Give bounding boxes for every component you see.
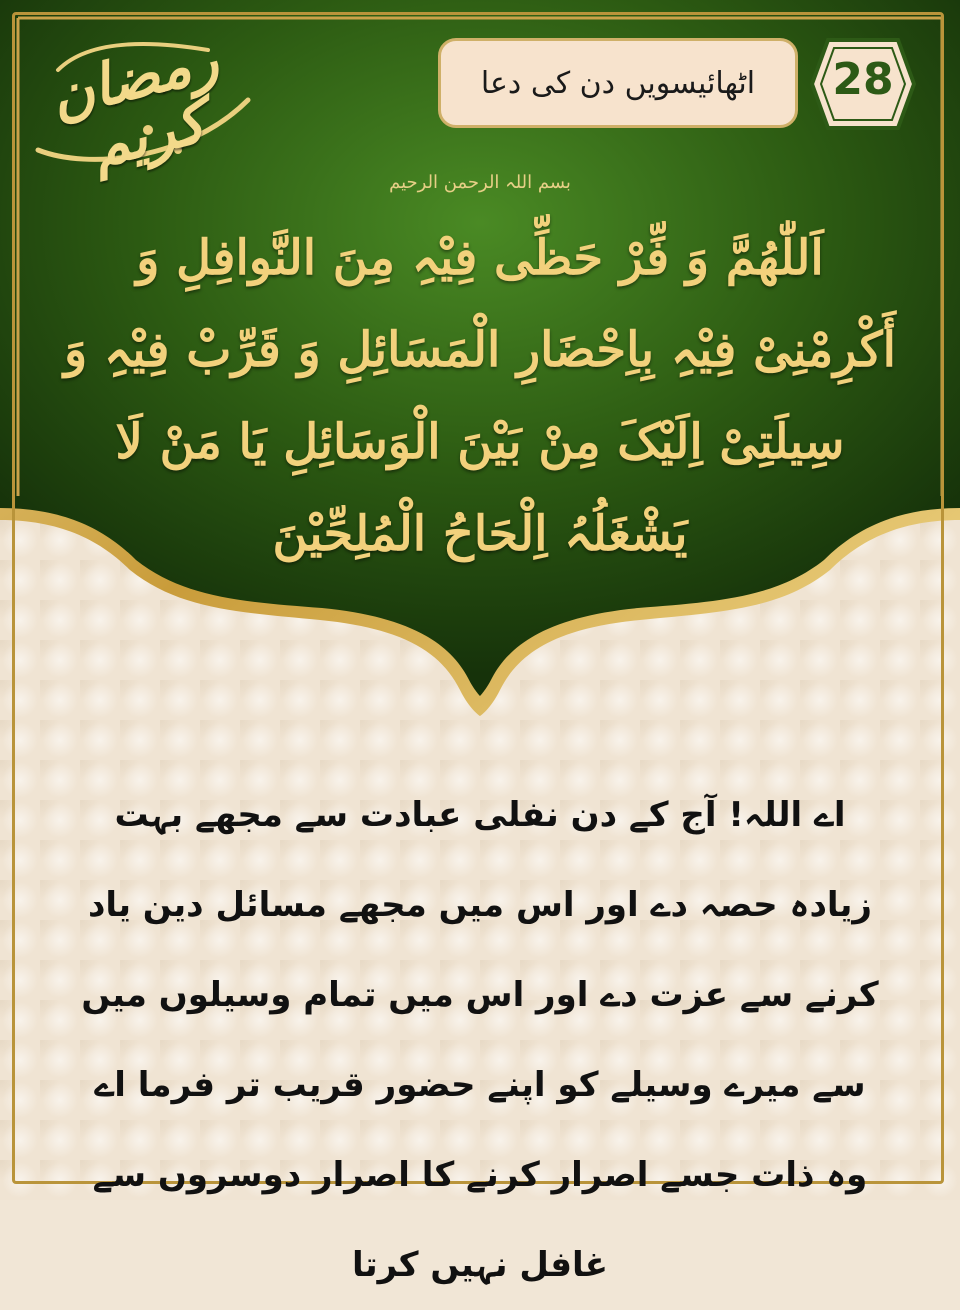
arabic-dua-text: اَللّٰھُمَّ وَ فِّرْ حَظِّی فِیْہِ مِنَ النَّوافِلِ وَ أَکْرِمْنِیْ فِیْہِ بِاِحْضَارِ الْمَسَائِلِ وَ قَرِّبْ فِیْہِ وَ سِیلَتِیْ اِلَیْکَ مِنْ بَیْنَ الْوَسَائِلِ یَا مَنْ لَا یَشْغَلُہُ اِلْحَاحُ الْمُلِحِّیْنَ (64, 230, 896, 562)
urdu-translation-text: اے اللہ! آج کے دن نفلی عبادت سے مجھے بہت زیادہ حصہ دے اور اس میں مجھے مسائل دین یاد کرنے سے عزت دے اور اس میں تمام وسیلوں میں سے میرے وسیلے کو اپنے حضور قریب تر فرما اے وہ ذات جسے اصرار کرنے کا اصرار دوسروں سے غافل نہیں کرتا (81, 795, 879, 1285)
ramadan-logo-text: رمضان کریم (43, 24, 225, 181)
day-number: 28 (832, 54, 894, 105)
bismillah: بسم اللہ الرحمن الرحیم (389, 172, 571, 193)
title-pill (438, 38, 798, 128)
dua-title: اٹھائیسویں دن کی دعا (480, 65, 756, 101)
